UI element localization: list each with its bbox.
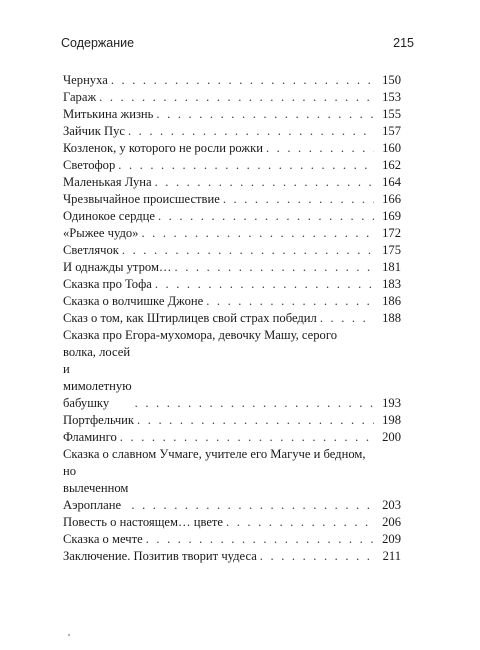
toc-entry-page: 172	[382, 226, 401, 240]
toc-entry	[63, 208, 401, 225]
toc-entry	[63, 191, 401, 208]
toc-entry-page: 200	[382, 430, 401, 444]
toc-entry-title-line1: Сказка о славном Учмаге, учителе его Магуче и бедном,	[63, 447, 366, 461]
leader-dots	[120, 429, 374, 446]
toc-entry-title: Митькина жизнь	[63, 107, 154, 121]
toc-entry	[63, 446, 401, 514]
toc-entry	[63, 531, 401, 548]
toc-entry	[63, 157, 401, 174]
toc-entry	[63, 174, 401, 191]
leader-dots	[131, 497, 374, 514]
toc-entry	[63, 106, 401, 123]
toc-entry-title: Портфельчик	[63, 413, 135, 427]
toc-entry-page: 206	[382, 515, 401, 529]
toc-entry	[63, 327, 401, 412]
leader-dots	[135, 395, 374, 412]
toc-entry-title: Сказка про Тофа	[63, 277, 152, 291]
leader-dots	[128, 123, 374, 140]
toc-entry	[63, 89, 401, 106]
leader-dots	[226, 514, 374, 531]
toc-entry	[63, 242, 401, 259]
toc-entry	[63, 225, 401, 242]
toc-entry-title: Гараж	[63, 90, 97, 104]
toc-entry-title: Сказка о мечте	[63, 532, 143, 546]
toc-entry-title: Светофор	[63, 158, 116, 172]
toc-entry-title: Фламинго	[63, 430, 117, 444]
toc-entry-title: Светлячок	[63, 243, 119, 257]
toc-entry-line2	[63, 344, 401, 412]
toc-entry	[63, 429, 401, 446]
toc-entry-title: Одинокое сердце	[63, 209, 155, 223]
leader-dots	[320, 310, 374, 327]
toc-entry-title: Чрезвычайное происшествие	[63, 192, 220, 206]
leader-dots	[206, 293, 374, 310]
toc-entry	[63, 412, 401, 429]
toc-entry-title: Сказка о волчишке Джоне	[63, 294, 204, 308]
toc-entry-page: 198	[382, 413, 401, 427]
toc-entry-page: 157	[382, 124, 401, 138]
leader-dots	[260, 548, 374, 565]
toc-entry-page: 166	[382, 192, 401, 206]
toc-entry-page: 209	[382, 532, 401, 546]
leader-dots	[155, 174, 374, 191]
print-speck	[68, 634, 70, 636]
toc-entry	[63, 72, 401, 89]
leader-dots	[118, 157, 374, 174]
toc-entry-title-line2: но вылеченном Аэроплане	[63, 464, 129, 512]
toc-entry-page: 193	[382, 396, 401, 410]
table-of-contents	[63, 72, 401, 565]
toc-entry-title: Козленок, у которого не росли рожки	[63, 141, 263, 155]
toc-entry-title: Заключение. Позитив творит чудеса	[63, 549, 257, 563]
toc-entry	[63, 310, 401, 327]
leader-dots	[158, 208, 374, 225]
toc-entry	[63, 123, 401, 140]
toc-entry-page: 162	[382, 158, 401, 172]
toc-entry-page: 164	[382, 175, 401, 189]
toc-entry	[63, 514, 401, 531]
toc-entry-title: Зайчик Пус	[63, 124, 125, 138]
toc-entry-title: И однажды утром…	[63, 260, 172, 274]
leader-dots	[111, 72, 374, 89]
toc-entry	[63, 276, 401, 293]
toc-entry-page: 203	[382, 498, 401, 512]
leader-dots	[141, 225, 374, 242]
toc-entry-page: 153	[382, 90, 401, 104]
toc-entry-title: Маленькая Луна	[63, 175, 152, 189]
section-title: Содержание	[61, 36, 135, 50]
toc-entry	[63, 548, 401, 565]
leader-dots	[223, 191, 374, 208]
leader-dots	[122, 242, 374, 259]
toc-entry-page: 150	[382, 73, 401, 87]
toc-entry-title: «Рыжее чудо»	[63, 226, 139, 240]
leader-dots	[155, 276, 374, 293]
toc-entry-title-line1: Сказка про Егора-мухомора, девочку Машу, серого	[63, 328, 337, 342]
toc-entry-title: Сказ о том, как Штирлицев свой страх победил	[63, 311, 317, 325]
toc-entry-page: 183	[382, 277, 401, 291]
toc-entry-page: 155	[382, 107, 401, 121]
toc-entry-page: 175	[382, 243, 401, 257]
page-number: 215	[393, 36, 414, 50]
toc-entry-page: 169	[382, 209, 401, 223]
toc-entry-page: 211	[382, 549, 401, 563]
leader-dots	[175, 259, 374, 276]
leader-dots	[156, 106, 374, 123]
toc-entry	[63, 259, 401, 276]
toc-entry	[63, 293, 401, 310]
toc-entry-page: 186	[382, 294, 401, 308]
toc-entry-page: 188	[382, 311, 401, 325]
toc-entry-line2	[63, 463, 401, 514]
leader-dots	[99, 89, 374, 106]
page-header	[61, 36, 414, 54]
toc-entry-title-line2: волка, лосей и мимолетную бабушку	[63, 345, 132, 410]
leader-dots	[146, 531, 374, 548]
toc-entry-title: Повесть о настоящем… цвете	[63, 515, 223, 529]
toc-entry	[63, 140, 401, 157]
toc-entry-page: 160	[382, 141, 401, 155]
leader-dots	[137, 412, 374, 429]
toc-entry-title: Чернуха	[63, 73, 108, 87]
leader-dots	[266, 140, 374, 157]
toc-entry-page: 181	[382, 260, 401, 274]
